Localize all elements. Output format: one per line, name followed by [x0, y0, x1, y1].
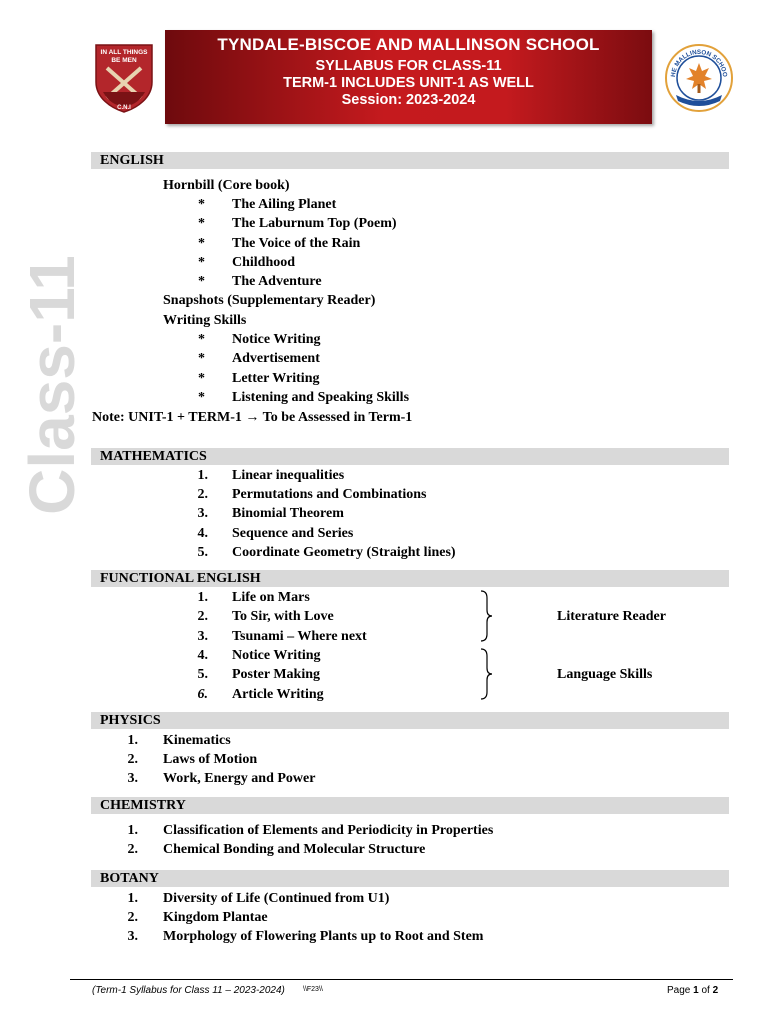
item-number: 4. — [197, 648, 208, 663]
list-item: Linear inequalities — [232, 468, 345, 483]
svg-text:BE MEN: BE MEN — [111, 57, 137, 64]
functional-english-section-header: FUNCTIONAL ENGLISH — [91, 570, 729, 587]
item-number: 4. — [197, 526, 208, 541]
list-item: Laws of Motion — [163, 752, 258, 767]
school-name: TYNDALE-BISCOE AND MALLINSON SCHOOL — [217, 35, 600, 54]
item-number: 6. — [197, 687, 208, 702]
item-number: 2. — [127, 910, 138, 925]
writing-skills: Writing Skills — [163, 313, 247, 328]
botany-section-header: BOTANY — [91, 870, 729, 887]
list-item: Work, Energy and Power — [163, 771, 316, 786]
list-item: Kinematics — [163, 733, 231, 748]
header-banner — [165, 30, 652, 124]
list-item: The Adventure — [232, 274, 322, 289]
list-item: The Voice of the Rain — [232, 236, 361, 251]
language-skills-label: Language Skills — [557, 667, 653, 682]
item-number: 3. — [197, 629, 208, 644]
page-number: Page 1 of 2 — [667, 985, 719, 996]
chemistry-section-header: CHEMISTRY — [91, 797, 729, 814]
footer-divider — [70, 979, 733, 980]
item-number: 2. — [197, 609, 208, 624]
item-number: 5. — [197, 667, 208, 682]
item-number: 1. — [197, 468, 208, 483]
list-item: Tsunami – Where next — [232, 629, 367, 644]
list-item: Childhood — [232, 255, 296, 270]
item-number: 2. — [197, 487, 208, 502]
term-note: TERM-1 INCLUDES UNIT-1 AS WELL — [283, 75, 534, 91]
list-item: Poster Making — [232, 667, 321, 682]
list-item: Coordinate Geometry (Straight lines) — [232, 545, 456, 560]
list-item: Diversity of Life (Continued from U1) — [163, 891, 390, 906]
list-item: Binomial Theorem — [232, 506, 344, 521]
footer-title: (Term-1 Syllabus for Class 11 – 2023-2024) — [92, 985, 285, 996]
physics-section-header: PHYSICS — [91, 712, 729, 729]
item-number: 1. — [127, 733, 138, 748]
list-item: Listening and Speaking Skills — [232, 390, 410, 405]
list-item: Advertisement — [232, 351, 320, 366]
list-item: The Laburnum Top (Poem) — [232, 216, 397, 231]
list-item: Classification of Elements and Periodicity in Properties — [163, 823, 494, 838]
session-label: Session: 2023-2024 — [341, 92, 476, 108]
footer-code: \\F23\\ — [303, 986, 323, 993]
list-item: The Ailing Planet — [232, 197, 337, 212]
mallinson-seal-logo — [664, 43, 734, 113]
svg-text:THE MALLINSON SCHOOL: HE MALLINSON SCHOO — [669, 49, 729, 78]
item-number: 2. — [127, 752, 138, 767]
list-item: Notice Writing — [232, 332, 321, 347]
assessment-note: Note: UNIT-1 + TERM-1 → To be Assessed in Term-1 — [92, 410, 413, 425]
snapshots-book: Snapshots (Supplementary Reader) — [163, 293, 376, 308]
bullet: * — [198, 216, 205, 231]
list-item: Life on Mars — [232, 590, 310, 605]
list-item: To Sir, with Love — [232, 609, 334, 624]
list-item: Kingdom Plantae — [163, 910, 268, 925]
english-section-header: ENGLISH — [91, 152, 729, 169]
svg-text:C.N.I: C.N.I — [117, 105, 131, 111]
list-item: Morphology of Flowering Plants up to Root and Stem — [163, 929, 484, 944]
list-item: Article Writing — [232, 687, 324, 702]
literature-reader-label: Literature Reader — [557, 609, 666, 624]
bullet: * — [198, 197, 205, 212]
right-brace-icon — [478, 648, 494, 700]
bullet: * — [198, 332, 205, 347]
bullet: * — [198, 351, 205, 366]
list-item: Notice Writing — [232, 648, 321, 663]
list-item: Permutations and Combinations — [232, 487, 427, 502]
bullet: * — [198, 255, 205, 270]
right-brace-icon — [478, 590, 494, 642]
bullet: * — [198, 390, 205, 405]
mathematics-section-header: MATHEMATICS — [91, 448, 729, 465]
item-number: 1. — [127, 823, 138, 838]
list-item: Sequence and Series — [232, 526, 354, 541]
item-number: 2. — [127, 842, 138, 857]
bullet: * — [198, 371, 205, 386]
syllabus-title: SYLLABUS FOR CLASS-11 — [315, 58, 502, 74]
bullet: * — [198, 236, 205, 251]
item-number: 3. — [127, 929, 138, 944]
hornbill-book: Hornbill (Core book) — [163, 178, 290, 193]
list-item: Letter Writing — [232, 371, 320, 386]
item-number: 3. — [197, 506, 208, 521]
item-number: 1. — [197, 590, 208, 605]
school-crest-logo — [93, 42, 155, 114]
item-number: 5. — [197, 545, 208, 560]
svg-text:IN ALL THINGS: IN ALL THINGS — [100, 49, 148, 56]
list-item: Chemical Bonding and Molecular Structure — [163, 842, 426, 857]
item-number: 1. — [127, 891, 138, 906]
item-number: 3. — [127, 771, 138, 786]
bullet: * — [198, 274, 205, 289]
